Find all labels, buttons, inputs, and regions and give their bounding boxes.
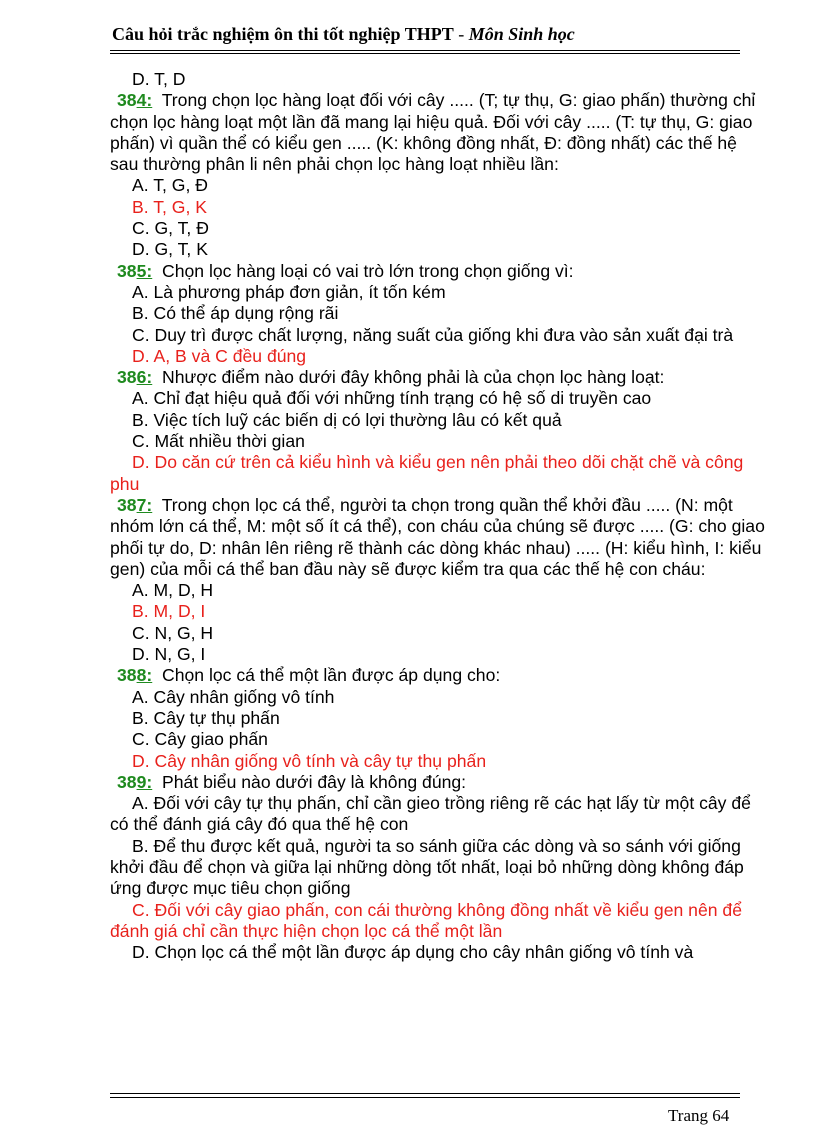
question-number: 38 (117, 771, 137, 792)
option-c: C. Duy trì được chất lượng, năng suất của giống khi đưa vào sản xuất đại trà (132, 324, 734, 345)
option-a: A. Chỉ đạt hiệu quả đối với những tính trạng có hệ số di truyền cao (132, 388, 652, 409)
question-number-suffix: 8: (136, 665, 153, 686)
option-d-correct: D. Cây nhân giống vô tính và cây tự thụ phấn (132, 750, 487, 771)
option-c: C. Mất nhiều thời gian (132, 431, 305, 452)
question-text: Chọn lọc cá thể một lần được áp dụng cho: (162, 665, 501, 686)
question-number-suffix: 9: (136, 771, 153, 792)
option-c: C. Cây giao phấn (132, 729, 268, 750)
question-number-suffix: 5: (136, 260, 153, 281)
option-b: B. Việc tích luỹ các biến dị có lợi thường lâu có kết quả (132, 409, 562, 430)
question-387 (110, 495, 765, 580)
question-number-suffix: 7: (136, 494, 153, 515)
option-b-correct: B. M, D, I (132, 601, 206, 622)
option-b: B. Cây tự thụ phấn (132, 707, 280, 728)
carryover-option: D. T, D (132, 69, 186, 89)
question-text: Chọn lọc hàng loại có vai trò lớn trong chọn giống vì: (162, 260, 574, 281)
header-subject: Môn Sinh học (468, 24, 575, 44)
question-number: 38 (117, 90, 137, 111)
option-a: A. Đối với cây tự thụ phấn, chỉ cần gieo trồng riêng rẽ các hạt lấy từ một cây để có thể đánh giá cây đó qua thế hệ con (110, 793, 751, 835)
footer-rule-bottom (110, 1097, 740, 1098)
question-number: 38 (117, 665, 137, 686)
option-d: D. G, T, K (132, 239, 208, 260)
question-text: Trong chọn lọc cá thể, người ta chọn trong quần thể khởi đầu ..... (N: một nhóm lớn cá thể, M: một số ít cá thể), con cháu của chúng sẽ được ..... (G: cho giao phối tự do, D: nhân lên riêng rẽ thành các dòng khác nhau) ..... (H: kiểu hình, I: kiểu gen) của mỗi cá thể ban đầu này sẽ được kiểm tra qua các thế hệ con cháu: (110, 494, 765, 579)
option-a: A. T, G, Đ (132, 175, 208, 196)
document-body (110, 69, 765, 963)
header-title: Câu hỏi trắc nghiệm ôn thi tốt nghiệp THPT (112, 24, 454, 44)
option-b: B. Để thu được kết quả, người ta so sánh giữa các dòng và so sánh với giống khởi đầu để chọn và giữa lại những dòng tốt nhất, loại bỏ những dòng không đáp ứng được mục tiêu chọn giống (110, 835, 744, 899)
option-c: C. N, G, H (132, 622, 214, 643)
question-385 (110, 261, 765, 282)
option-b: B. Có thể áp dụng rộng rãi (132, 303, 339, 324)
option-d-correct: D. A, B và C đều đúng (132, 345, 307, 366)
question-number-suffix: 6: (136, 367, 153, 388)
question-number: 38 (117, 494, 137, 515)
option-d: D. N, G, I (132, 644, 206, 665)
question-number: 38 (117, 260, 137, 281)
option-d-correct: D. Do căn cứ trên cả kiểu hình và kiểu gen nên phải theo dõi chặt chẽ và công phu (110, 452, 744, 494)
page-header (112, 24, 740, 45)
question-text: Trong chọn lọc hàng loạt đối với cây ..... (T; tự thụ, G: giao phấn) thường chỉ chọn lọc hàng loạt một lần đã mang lại hiệu quả. Đối với cây ..... (T: tự thụ, G: giao phấn) vì quần thể có kiểu gen ..... (K: không đồng nhất, Đ: đồng nhất) các thế hệ sau thường phân li nên phải chọn lọc hàng loạt nhiều lần: (110, 90, 756, 175)
page-number: Trang 64 (668, 1106, 730, 1125)
question-386 (110, 367, 765, 388)
question-text: Phát biểu nào dưới đây là không đúng: (162, 771, 467, 792)
header-rule-bottom (110, 53, 740, 54)
question-388 (110, 665, 765, 686)
question-number: 38 (117, 367, 137, 388)
option-a: A. Cây nhân giống vô tính (132, 686, 335, 707)
header-separator: - (453, 24, 469, 44)
question-text: Nhược điểm nào dưới đây không phải là của chọn lọc hàng loạt: (162, 367, 665, 388)
question-384 (110, 90, 765, 175)
question-number-suffix: 4: (136, 90, 153, 111)
footer-rule-top (110, 1093, 740, 1094)
option-c: C. G, T, Đ (132, 218, 209, 239)
question-389 (110, 772, 765, 793)
option-d: D. Chọn lọc cá thể một lần được áp dụng cho cây nhân giống vô tính và (132, 942, 694, 963)
option-a: A. Là phương pháp đơn giản, ít tốn kém (132, 281, 446, 302)
option-c-correct: C. Đối với cây giao phấn, con cái thường không đồng nhất về kiểu gen nên để đánh giá chỉ cần thực hiện chọn lọc cá thể một lần (110, 899, 742, 941)
option-b-correct: B. T, G, K (132, 196, 207, 217)
header-rule-top (110, 50, 740, 51)
option-a: A. M, D, H (132, 580, 214, 601)
